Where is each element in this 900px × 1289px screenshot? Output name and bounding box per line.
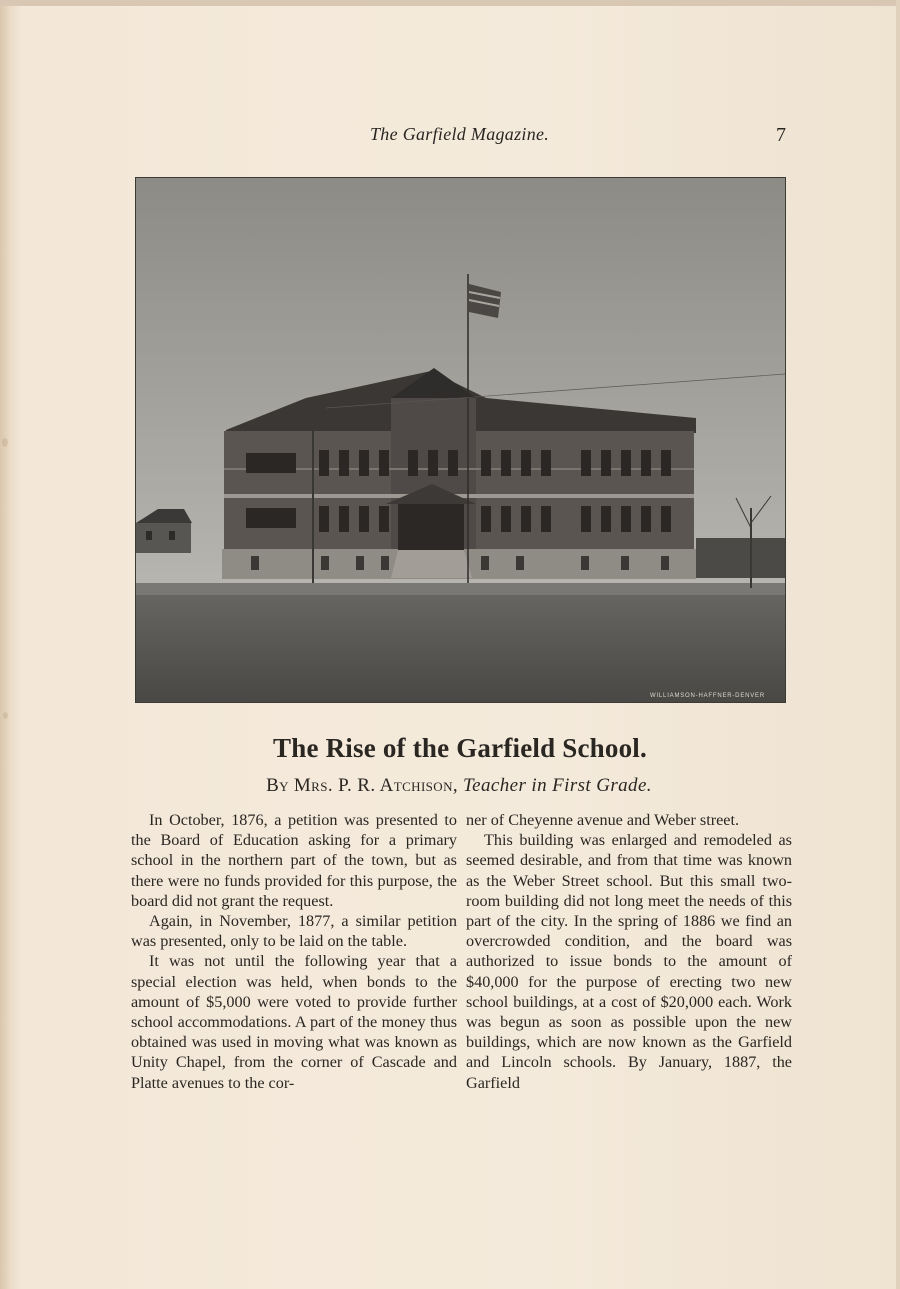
engraver-credit: WILLIAMSON-HAFFNER-DENVER — [649, 693, 765, 699]
article-paragraph: Again, in November, 1877, a similar petition was presented, only to be laid on the table. — [131, 912, 457, 951]
byline-author: Mrs. P. R. Atchison, — [293, 775, 459, 796]
page-number: 7 — [776, 124, 786, 146]
article-column-left — [131, 810, 457, 1093]
article-paragraph: It was not until the following year that a special election was held, when bonds to the amount of $5,000 were voted to provide further school accommodations. A part of the money thus obtained was used in moving what was known as Unity Chapel, from the corner of Cascade and Platte avenues to the cor- — [131, 952, 457, 1092]
school-building-photo — [135, 177, 786, 703]
school-building-illustration — [136, 178, 785, 702]
article-paragraph: ner of Cheyenne avenue and Weber street. — [466, 811, 740, 829]
article-title: The Rise of the Garfield School. — [273, 733, 647, 763]
page-right-edge — [896, 0, 900, 1289]
byline — [0, 775, 900, 797]
article-paragraph: In October, 1876, a petition was presented to the Board of Education asking for a primary school in the northern part of the town, but as there were no funds provided for this purpose, the board did not grant the request. — [131, 811, 457, 910]
page-stain — [2, 438, 8, 447]
article-paragraph: This building was enlarged and remodeled as seemed desirable, and from that time was known as the Weber Street school. But this small two-room building did not long meet the needs of this part of the city. In the spring of 1886 we find an overcrowded condition, and the board was authorized to issue bonds to the amount of $40,000 for the purpose of erecting two new school buildings, at a cost of $20,000 each. Work was begun as soon as possible upon the new buildings, which are now known as the Garfield and Lincoln schools. By January, 1887, the Garfield — [466, 831, 792, 1092]
byline-prefix: By — [266, 775, 289, 796]
byline-role: Teacher in First Grade. — [462, 775, 652, 796]
page-stain — [3, 712, 8, 719]
article-column-right — [466, 810, 792, 1093]
page-top-edge — [0, 0, 900, 6]
running-head: The Garfield Magazine. — [370, 124, 550, 144]
